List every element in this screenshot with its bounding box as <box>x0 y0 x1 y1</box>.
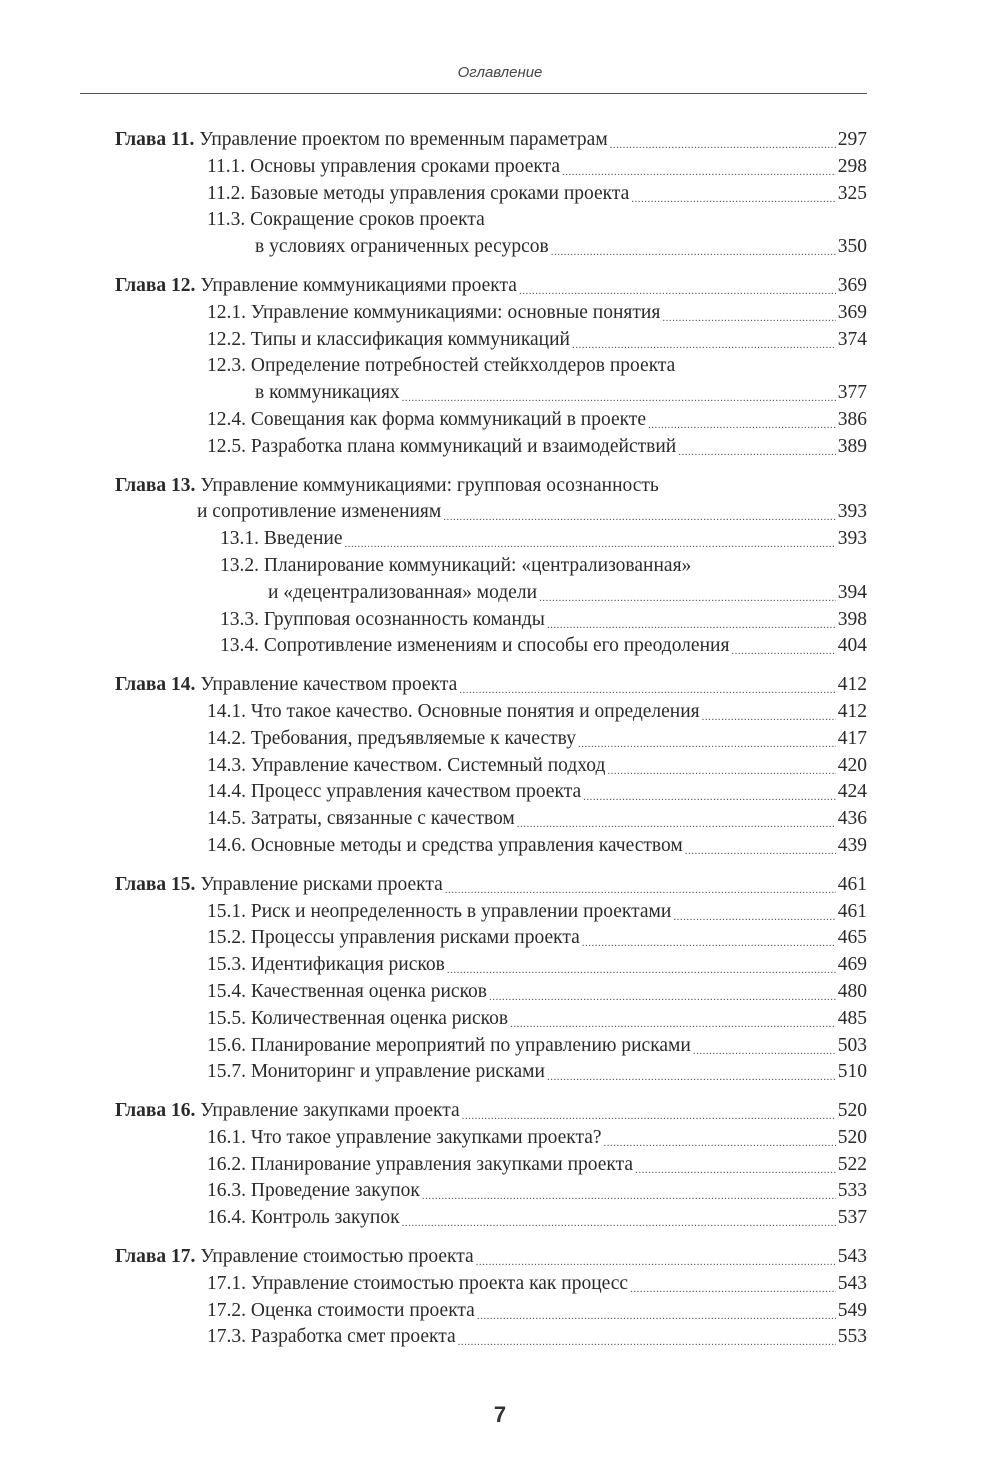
section-number: 14.4. <box>207 781 246 803</box>
running-head: Оглавление <box>457 64 543 81</box>
section-title-continued: в условиях ограниченных ресурсов <box>255 236 549 258</box>
chapter-label: Глава 12. <box>115 274 196 296</box>
chapter-label: Глава 11. <box>115 129 195 150</box>
toc-section-entry-title <box>207 209 487 230</box>
toc-section-entry[interactable] <box>115 181 867 208</box>
page-ref: 522 <box>836 1152 867 1179</box>
section-title: Управление качеством. Системный подход <box>250 754 606 776</box>
dot-leader <box>685 838 836 865</box>
toc-section-entry-title <box>207 726 578 753</box>
page-ref: 393 <box>836 526 867 553</box>
page-ref: 461 <box>836 899 867 926</box>
section-number: 16.1. <box>207 1126 246 1148</box>
toc-section-entry[interactable] <box>115 779 867 806</box>
toc-chapter-entry[interactable] <box>115 672 867 699</box>
toc-section-entry-title <box>207 1006 510 1033</box>
toc-section-entry-title <box>207 779 583 806</box>
page-ref: 436 <box>836 806 867 833</box>
toc-section-entry-title <box>207 1205 402 1232</box>
dot-leader <box>551 239 836 266</box>
section-title: Введение <box>263 528 343 550</box>
toc-section-entry-cont-title <box>255 234 551 261</box>
page-ref: 510 <box>836 1059 867 1086</box>
section-title: Основные методы и средства управления качеством <box>250 834 683 856</box>
section-title: Что такое управление закупками проекта? <box>250 1126 602 1148</box>
section-title: Управление стоимостью проекта как процесс <box>250 1272 629 1294</box>
toc-section-entry-title <box>207 181 631 208</box>
toc-section-entry-title <box>207 407 648 434</box>
page-ref: 424 <box>836 779 867 806</box>
section-number: 11.3. <box>207 209 246 231</box>
section-number: 15.2. <box>207 927 246 949</box>
section-number: 12.2. <box>207 328 246 350</box>
page-ref: 393 <box>836 499 867 526</box>
toc-section-entry-title <box>220 526 344 553</box>
section-number: 12.5. <box>207 435 246 457</box>
chapter-title: Управление коммуникациями: групповая осознанность <box>200 474 659 496</box>
toc-section-entry-title <box>207 925 582 952</box>
page-ref: 404 <box>836 633 867 660</box>
toc-section-entry[interactable] <box>115 353 867 380</box>
toc-section-entry[interactable] <box>115 327 867 354</box>
section-title-continued: и «децентрализованная» модели <box>268 581 538 603</box>
toc-section-entry[interactable] <box>115 1125 867 1152</box>
page-ref: 543 <box>836 1244 867 1271</box>
page-ref: 480 <box>836 979 867 1006</box>
section-number: 14.6. <box>207 834 246 856</box>
toc-chapter-entry[interactable] <box>115 872 867 899</box>
page-ref: 298 <box>836 154 867 181</box>
section-number: 17.1. <box>207 1272 246 1294</box>
section-title: Требования, предъявляемые к качеству <box>250 727 576 749</box>
section-title: Планирование мероприятий по управлению рисками <box>250 1034 691 1056</box>
toc-chapter-entry-title <box>115 1244 476 1271</box>
toc-chapter-entry-cont[interactable] <box>115 499 867 526</box>
page-number: 7 <box>493 1402 507 1427</box>
section-number: 17.3. <box>207 1326 246 1348</box>
toc-section-entry-title <box>207 1152 635 1179</box>
toc-section-entry-title <box>207 899 673 926</box>
page-ref: 297 <box>836 127 867 154</box>
page-ref: 520 <box>836 1125 867 1152</box>
page-ref: 461 <box>836 872 867 899</box>
page-ref: 369 <box>836 273 867 300</box>
page-ref: 386 <box>836 407 867 434</box>
toc-section-entry-title <box>207 1271 630 1298</box>
page-ref: 465 <box>836 925 867 952</box>
toc-section-entry-title <box>207 753 607 780</box>
toc-section-entry[interactable] <box>115 833 867 860</box>
toc-section-entry[interactable] <box>115 806 867 833</box>
toc-section-entry-title <box>207 1178 422 1205</box>
toc-section-entry[interactable] <box>115 207 867 234</box>
section-number: 12.3. <box>207 355 246 377</box>
toc-chapter-entry[interactable] <box>115 273 867 300</box>
section-title: Контроль закупок <box>250 1207 400 1229</box>
toc-section-entry[interactable] <box>115 1059 867 1086</box>
toc-section-entry[interactable] <box>115 979 867 1006</box>
section-title: Сокращение сроков проекта <box>250 209 485 231</box>
toc-section-entry[interactable] <box>115 726 867 753</box>
toc-section-entry-title <box>207 699 702 726</box>
toc-section-entry-cont-title <box>255 380 402 407</box>
section-number: 15.5. <box>207 1007 246 1029</box>
toc-section-entry-title <box>220 607 547 634</box>
header-rule <box>80 93 867 94</box>
toc-section-entry-title <box>207 1298 477 1325</box>
toc-section-entry[interactable] <box>115 633 867 660</box>
page-ref: 398 <box>836 607 867 634</box>
toc-section-entry-title <box>207 1324 458 1351</box>
section-number: 13.1. <box>220 528 259 550</box>
chapter-label: Глава 17. <box>115 1246 196 1268</box>
page-ref: 553 <box>836 1324 867 1351</box>
toc-section-entry-title <box>220 633 731 660</box>
section-title: Планирование управления закупками проекта <box>250 1153 634 1175</box>
section-number: 15.3. <box>207 954 246 976</box>
toc-section-entry[interactable] <box>115 699 867 726</box>
chapter-title: Управление закупками проекта <box>200 1100 460 1122</box>
dot-leader <box>678 439 836 466</box>
toc-section-entry[interactable] <box>115 753 867 780</box>
page-ref: 394 <box>836 580 867 607</box>
page-ref: 537 <box>836 1205 867 1232</box>
section-number: 15.1. <box>207 900 246 922</box>
toc-section-entry-title <box>207 806 517 833</box>
section-number: 16.3. <box>207 1180 246 1202</box>
page-ref: 417 <box>836 726 867 753</box>
section-title-continued: в коммуникациях <box>255 382 400 404</box>
section-title: Разработка смет проекта <box>250 1326 456 1348</box>
page-ref: 369 <box>836 300 867 327</box>
chapter-label: Глава 13. <box>115 474 196 496</box>
toc-chapter-entry-title <box>115 475 661 496</box>
toc-chapter-entry[interactable] <box>115 1098 867 1125</box>
page-ref: 389 <box>836 434 867 461</box>
page-ref: 533 <box>836 1178 867 1205</box>
section-number: 13.4. <box>220 635 259 657</box>
page-ref: 503 <box>836 1033 867 1060</box>
toc-chapter-entry-title <box>115 872 445 899</box>
section-number: 14.3. <box>207 754 246 776</box>
chapter-block <box>115 273 867 461</box>
section-number: 16.2. <box>207 1153 246 1175</box>
page-ref: 412 <box>836 672 867 699</box>
section-title: Основы управления сроками проекта <box>250 155 561 177</box>
toc-section-entry-title <box>207 300 662 327</box>
section-title: Оценка стоимости проекта <box>250 1299 475 1321</box>
toc-section-entry-cont[interactable] <box>115 380 867 407</box>
section-number: 11.2. <box>207 182 246 204</box>
toc-section-entry[interactable] <box>115 925 867 952</box>
section-number: 12.4. <box>207 408 246 430</box>
section-title: Проведение закупок <box>250 1180 420 1202</box>
toc-section-entry[interactable] <box>115 434 867 461</box>
section-number: 12.1. <box>207 301 246 323</box>
toc-section-entry-title <box>207 833 685 860</box>
section-title: Типы и классификация коммуникаций <box>250 328 570 350</box>
toc-section-entry[interactable] <box>115 1178 867 1205</box>
toc-section-entry-cont[interactable] <box>115 580 867 607</box>
dot-leader <box>547 1064 836 1091</box>
section-title: Что такое качество. Основные понятия и определения <box>250 700 700 722</box>
section-title: Процесс управления качеством проекта <box>250 781 582 803</box>
toc-section-entry-title <box>207 1033 693 1060</box>
section-number: 16.4. <box>207 1207 246 1229</box>
chapter-label: Глава 15. <box>115 873 196 895</box>
chapter-label: Глава 16. <box>115 1100 196 1122</box>
toc-chapter-entry-title <box>115 1098 462 1125</box>
section-number: 13.3. <box>220 608 259 630</box>
chapter-block <box>115 1098 867 1232</box>
section-title: Планирование коммуникаций: «централизованная» <box>263 554 692 576</box>
toc-section-entry-cont-title <box>268 580 539 607</box>
toc-section-entry-title <box>207 434 678 461</box>
section-title: Затраты, связанные с качеством <box>250 808 515 830</box>
toc-section-entry[interactable] <box>115 553 867 580</box>
toc-section-entry[interactable] <box>115 1152 867 1179</box>
page-ref: 412 <box>836 699 867 726</box>
chapter-title: Управление стоимостью проекта <box>200 1246 474 1268</box>
section-number: 14.1. <box>207 700 246 722</box>
dot-leader <box>402 1210 836 1237</box>
chapter-block <box>115 872 867 1086</box>
page-ref: 549 <box>836 1298 867 1325</box>
toc-section-entry-title <box>207 979 489 1006</box>
section-title: Разработка плана коммуникаций и взаимодействий <box>250 435 677 457</box>
section-title: Совещания как форма коммуникаций в проекте <box>250 408 647 430</box>
toc-chapter-entry[interactable] <box>115 473 867 500</box>
chapter-title: Управление рисками проекта <box>200 873 443 895</box>
toc-section-entry[interactable] <box>115 1033 867 1060</box>
toc-chapter-entry-title <box>115 127 610 154</box>
toc-section-entry[interactable] <box>115 154 867 181</box>
section-title: Управление коммуникациями: основные понятия <box>250 301 661 323</box>
toc-section-entry-title <box>207 1059 547 1086</box>
toc-section-entry-cont[interactable] <box>115 234 867 261</box>
section-number: 15.7. <box>207 1061 246 1083</box>
toc-chapter-entry-cont-title <box>197 499 443 526</box>
section-title: Количественная оценка рисков <box>250 1007 509 1029</box>
toc-section-entry-title <box>207 952 447 979</box>
chapter-block <box>115 672 867 860</box>
page-ref: 374 <box>836 327 867 354</box>
chapter-title: Управление коммуникациями проекта <box>200 274 517 296</box>
toc-section-entry-title <box>207 327 572 354</box>
section-number: 17.2. <box>207 1299 246 1321</box>
dot-leader <box>731 638 835 665</box>
chapter-title-continued: и сопротивление изменениям <box>197 501 442 523</box>
chapter-title: Управление проектом по временным параметрам <box>199 129 608 150</box>
section-number: 14.5. <box>207 808 246 830</box>
toc-section-entry[interactable] <box>115 899 867 926</box>
toc-chapter-entry-title <box>115 273 519 300</box>
table-of-contents <box>115 127 867 1363</box>
toc-section-entry[interactable] <box>115 1006 867 1033</box>
toc-chapter-entry-title <box>115 672 459 699</box>
chapter-block <box>115 127 867 261</box>
section-title: Мониторинг и управление рисками <box>250 1061 545 1083</box>
section-title: Процессы управления рисками проекта <box>250 927 580 949</box>
dot-leader <box>458 1329 836 1356</box>
toc-section-entry[interactable] <box>115 607 867 634</box>
section-title: Идентификация рисков <box>250 954 445 976</box>
page-ref: 420 <box>836 753 867 780</box>
toc-section-entry[interactable] <box>115 1298 867 1325</box>
toc-chapter-entry[interactable] <box>115 127 867 154</box>
page-ref: 469 <box>836 952 867 979</box>
page-ref: 350 <box>836 234 867 261</box>
chapter-block <box>115 473 867 661</box>
toc-chapter-entry[interactable] <box>115 1244 867 1271</box>
page-ref: 543 <box>836 1271 867 1298</box>
section-title: Групповая осознанность команды <box>263 608 545 630</box>
chapter-label: Глава 14. <box>115 674 196 696</box>
page-ref: 439 <box>836 833 867 860</box>
toc-section-entry[interactable] <box>115 1271 867 1298</box>
section-title: Базовые методы управления сроками проекта <box>250 182 630 204</box>
page-ref: 325 <box>836 181 867 208</box>
section-title: Сопротивление изменениям и способы его преодоления <box>263 635 730 657</box>
toc-section-entry[interactable] <box>115 526 867 553</box>
toc-section-entry[interactable] <box>115 1324 867 1351</box>
page-ref: 520 <box>836 1098 867 1125</box>
toc-section-entry-title <box>207 1125 604 1152</box>
section-number: 15.4. <box>207 980 246 1002</box>
chapter-title: Управление качеством проекта <box>200 674 458 696</box>
page-ref: 377 <box>836 380 867 407</box>
section-number: 15.6. <box>207 1034 246 1056</box>
chapter-block <box>115 1244 867 1351</box>
section-number: 11.1. <box>207 155 246 177</box>
page-ref: 485 <box>836 1006 867 1033</box>
toc-section-entry[interactable] <box>115 407 867 434</box>
section-number: 14.2. <box>207 727 246 749</box>
section-title: Риск и неопределенность в управлении проектами <box>250 900 672 922</box>
toc-section-entry[interactable] <box>115 1205 867 1232</box>
toc-section-entry-title <box>220 555 693 576</box>
toc-section-entry-title <box>207 355 677 376</box>
toc-section-entry[interactable] <box>115 300 867 327</box>
toc-section-entry-title <box>207 154 562 181</box>
toc-section-entry[interactable] <box>115 952 867 979</box>
section-number: 13.2. <box>220 554 259 576</box>
section-title: Качественная оценка рисков <box>250 980 488 1002</box>
section-title: Определение потребностей стейкхолдеров проекта <box>250 355 676 377</box>
